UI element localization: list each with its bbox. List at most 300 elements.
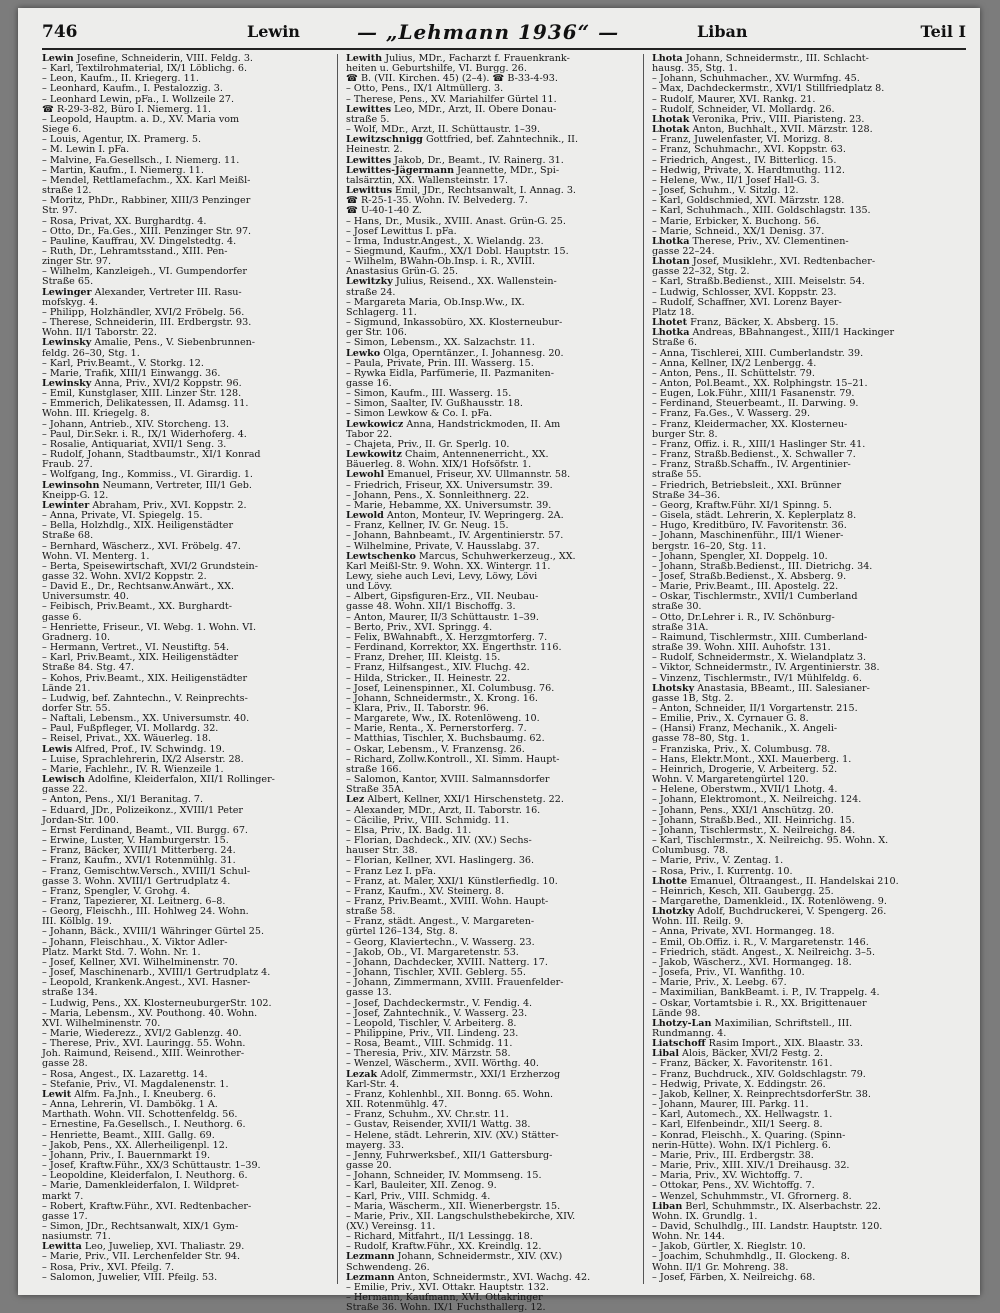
directory-entry: – Josefa, Priv., VI. Wanfithg. 10. (652, 967, 805, 979)
directory-entry: hausg. 35, Stg. 1. (652, 63, 738, 75)
directory-entry: – Joachim, Schuhmhdlg., II. Glockeng. 8. (652, 1251, 850, 1263)
directory-entry: Lewko Olga, Operntänzer., I. Johannesg. 20. (346, 347, 564, 359)
directory-entry: gasse 6. (42, 611, 82, 623)
directory-entry: Lewittes-Jägermann Jeannette, MDr., Spi- (346, 164, 560, 176)
directory-entry: Straße 34–36. (652, 489, 721, 501)
directory-entry: Lewinter Abraham, Priv., XVI. Koppstr. 2. (42, 499, 247, 511)
directory-entry: und Lövy. (346, 581, 393, 593)
directory-entry: heiten u. Geburtshilfe, VI. Burgg. 26. (346, 63, 527, 75)
directory-entry: Karl-Str. 4. (346, 1078, 399, 1090)
directory-entry: – Simon, Lebensm., XX. Salzachstr. 11. (346, 337, 535, 349)
directory-entry: – Anton, Pol.Beamt., XX. Rolphingstr. 15–21. (652, 378, 868, 389)
directory-entry: Lewittus Emil, JDr., Rechtsanwalt, I. Annag. 3. (346, 185, 576, 197)
directory-entry: Lhotsky Anastasia, BBeamt., III. Salesianer- (652, 682, 870, 694)
directory-entry: Tabor 22. (346, 428, 393, 440)
directory-entry: – Emil, Kunstglaser, XIII. Linzer Str. 128. (42, 388, 242, 400)
directory-entry: – Therese, Schneiderin, III. Erdbergstr. 93. (42, 317, 252, 329)
directory-entry: Wohn. V. Margaretengürtel 120. (652, 774, 809, 786)
directory-entry: – Ottokar, Pens., XV. Wichtoffg. 7. (652, 1180, 815, 1192)
directory-entry: Liatschoff Rasim Import., XIX. Blaastr. 33. (652, 1038, 864, 1050)
directory-entry: – Johann, Schneider, IV. Mommseng. 15. (346, 1170, 542, 1182)
directory-entry: – Ludwig, Pens., XX. KlosterneuburgerStr. 102. (42, 997, 272, 1009)
directory-entry: hauser Str. 38. (346, 845, 418, 857)
directory-entry: – Josef, Kellner, XVI. Wilhelminenstr. 70. (42, 956, 238, 968)
directory-entry: gasse 48. Wohn. XII/1 Bischoffg. 3. (346, 601, 516, 613)
directory-entry: bergstr. 16–20, Stg. 11. (652, 540, 767, 552)
directory-entry: – Rosa, Priv., I. Kurrentg. 10. (652, 865, 793, 877)
directory-entry: – (Hansi) Franz, Mechanik., X. Angeli- (652, 723, 838, 735)
directory-entry: – Franz, Hilfsangest., XIV. Fluchg. 42. (346, 662, 530, 674)
directory-entry: Lewtschenko Marcus, Schuhwerkerzeug., XX. (346, 550, 576, 562)
directory-entry: – Jenny, Fuhrwerksbef., XII/1 Gattersburg- (346, 1149, 553, 1161)
directory-entry: – Feibisch, Priv.Beamt., XX. Burghardt- (42, 601, 232, 613)
directory-entry: – Rudolf, Maurer, XVI. Rankg. 21. (652, 93, 816, 105)
directory-entry: – Otto, Dr.Lehrer i. R., IV. Schönburg- (652, 611, 835, 623)
directory-entry: Wohn. III. Reilg. 9. (652, 916, 744, 928)
directory-entry: Universumstr. 40. (42, 591, 129, 603)
directory-entry: – Karl, Elfenbeindr., XII/1 Seerg. 8. (652, 1119, 823, 1131)
directory-entry: – Hedwig, Private, X. Eddingstr. 26. (652, 1078, 826, 1090)
directory-entry: Straße 36. Wohn. IX/1 Fuchsthallerg. 12. (346, 1302, 546, 1313)
directory-entry: – Karl, Priv.Beamt., V. Storkg. 12. (42, 357, 204, 369)
directory-entry: – Anton, Schneider, II/1 Vorgartenstr. 215. (652, 703, 858, 714)
directory-page (18, 8, 980, 1313)
directory-entry: – Emmerich, Delikatessen, II. Adamsg. 11. (42, 398, 249, 410)
column-2 (346, 53, 636, 1313)
directory-entry: – Moritz, PhDr., Rabbiner, XIII/3 Penzinger (42, 195, 251, 207)
directory-entry: – Maria, Wäscherm., XII. Wienerbergstr. 15. (346, 1200, 561, 1212)
directory-entry: – Karl, Automech., XX. Hellwagstr. 1. (652, 1109, 833, 1121)
directory-entry: Lhotan Josef, Musiklehr., XVI. Redtenbacher- (652, 256, 876, 268)
directory-entry: – Kohos, Priv.Beamt., XIX. Heiligenstädter (42, 672, 248, 684)
directory-entry: Lewohl Emanuel, Friseur, XV. Ullmannstr. 58. (346, 469, 571, 481)
directory-entry: – Johann, Schuhmacher., XV. Wurmfng. 45. (652, 73, 860, 85)
directory-entry: – Felix, BWahnabft., X. Herzgmtorferg. 7. (346, 631, 548, 643)
directory-entry: Wohn. II/1 Taborstr. 22. (42, 327, 157, 339)
directory-entry: – Rudolf, Schaffner, XVI. Lorenz Bayer- (652, 296, 842, 308)
directory-entry: – Ferdinand, Steuerbeamt., II. Darwing. 9. (652, 398, 859, 410)
directory-entry: – Elsa, Priv., IX. Badg. 11. (346, 824, 472, 836)
directory-entry: – Paul, Fußpfleger, VI. Mollardg. 32. (42, 723, 219, 735)
directory-entry: – Hans, Dr., Musik., XVIII. Anast. Grün-G. 25. (346, 215, 566, 227)
directory-entry: gasse 20. (346, 1160, 392, 1172)
directory-entry: – Ernestine, Fa.Gesellsch., I. Neuthorg. 6. (42, 1119, 246, 1131)
directory-entry: straße 39. Wohn. XIII. Auhofstr. 131. (652, 642, 831, 654)
directory-entry: – Erwine, Luster, V. Hamburgerstr. 15. (42, 835, 229, 847)
directory-entry: – Friedrich, Betriebsleit., XXI. Brünner (652, 479, 842, 491)
directory-entry: talsärztin, XX. Wallensteinstr. 17. (346, 174, 508, 186)
directory-entry: – Wilhelm, Kanzleigeh., VI. Gumpendorfer (42, 266, 247, 278)
directory-entry: gasse 28. (42, 1058, 88, 1070)
directory-entry: – Friedrich, Friseur, XX. Universumstr. 39. (346, 479, 553, 491)
directory-entry: Lewkowicz Anna, Handstrickmoden, II. Am (346, 418, 561, 430)
column-3 (652, 54, 952, 1284)
directory-entry: – Anna, Private, VI. Spiegelg. 15. (42, 510, 203, 522)
directory-entry: – Karl, Textilrohmaterial, IX/1 Löblichg. 6. (42, 63, 248, 75)
directory-entry: Marthath. Wohn. VII. Schottenfeldg. 56. (42, 1109, 238, 1121)
directory-entry: – Marie, Priv., V. Zentag. 1. (652, 855, 784, 867)
directory-entry: burger Str. 8. (652, 428, 718, 440)
directory-entry: – Ferdinand, Korrektor, XX. Engerthstr. 116. (346, 642, 562, 654)
page-header (42, 22, 966, 46)
directory-entry: – Anton, Maurer, II/3 Schüttaustr. 1–39. (346, 611, 539, 623)
directory-entry: Lhotka Therese, Priv., XV. Clementinen- (652, 235, 849, 247)
directory-entry: Straße 65. (42, 276, 94, 288)
directory-entry: – Louis, Agentur, IX. Pramerg. 5. (42, 134, 202, 146)
directory-entry: straße 58. (346, 906, 396, 918)
directory-entry: – Jakob, Gürtler, X. Rieglstr. 10. (652, 1241, 806, 1253)
directory-entry: gasse 3. Wohn. XVIII/1 Gertrudplatz 4. (42, 875, 231, 887)
directory-entry: – Anna, Lehrerin, VI. Dambökg. 1 A. (42, 1099, 218, 1111)
directory-entry: – Wenzel, Schuhmmstr., VI. Gfrornerg. 8. (652, 1190, 852, 1202)
directory-entry: – Karl, Bauleiter, XII. Zenog. 9. (346, 1180, 497, 1192)
directory-entry: – Karl, Tischlermstr., X. Neilreichg. 95. Wohn. X. (652, 835, 889, 847)
directory-entry: – Anna, Tischlerei, XIII. Cumberlandstr. 39. (652, 347, 864, 359)
directory-entry: – Franz, Straßb.Bedienst., X. Schwaller 7. (652, 449, 856, 461)
directory-entry: – Viktor, Schneidermstr., IV. Argentinierstr. 38. (652, 662, 880, 674)
directory-entry: – Heinrich, Drogerie, V. Arbeiterg. 52. (652, 763, 838, 775)
directory-entry: – Henriette, Beamt., XIII. Gallg. 69. (42, 1129, 215, 1141)
directory-entry: – Max, Dachdeckermstr., XVI/1 Stillfriedplatz 8. (652, 83, 885, 95)
directory-entry: mofskyg. 4. (42, 296, 98, 308)
directory-entry: – Josef, Färben, X. Neilreichg. 68. (652, 1271, 816, 1283)
directory-entry: – Rywka Eidla, Parfümerie, II. Pazmaniten- (346, 367, 554, 379)
directory-entry: – Wilhelmine, Private, V. Hausslabg. 37. (346, 540, 540, 552)
directory-entry: Lewinsky Anna, Priv., XVI/2 Koppstr. 96. (42, 378, 242, 389)
directory-entry: Straße 68. (42, 530, 94, 542)
directory-entry: ☎ B. (VII. Kirchen. 45) (2–4). ☎ B-33-4-93. (346, 73, 558, 85)
directory-entry: – Friedrich, städt. Angest., X. Neilreichg. 3–5. (652, 946, 876, 958)
directory-entry: – Johann, Schneidermstr., X. Krong. 16. (346, 692, 538, 704)
directory-entry: – Karl, Priv., VIII. Schmidg. 4. (346, 1190, 491, 1202)
directory-entry: – Franz, Bäcker, X. Favoritenstr. 161. (652, 1058, 833, 1070)
directory-entry: Lhota Johann, Schneidermstr., III. Schlacht- (652, 53, 869, 64)
header-first-name: Lewin (247, 22, 300, 41)
directory-entry: – Matthias, Tischler, X. Buchsbaumg. 62. (346, 733, 545, 745)
directory-entry: – Franz, Bäcker, XVIII/1 Mitterberg. 24. (42, 845, 236, 857)
directory-entry: – Franz, Kaufm., XVI/1 Rotenmühlg. 31. (42, 855, 236, 867)
directory-entry: – Hermann, Kaufmann, XVI. Ottakringer (346, 1292, 543, 1304)
directory-entry: Str. 97. (42, 205, 78, 217)
directory-entry: – Franz, Kellner, IV. Gr. Neug. 15. (346, 520, 509, 532)
directory-entry: – Franz, Offiz. i. R., XIII/1 Haslinger Str. 41. (652, 438, 866, 450)
directory-entry: – Johann, Maschinenführ., III/1 Wiener- (652, 530, 844, 542)
directory-entry: – Anton, Pens., XI/1 Beranitag. 7. (42, 794, 204, 806)
directory-entry: – Jakob, Kellner, X. ReinprechtsdorferStr. 38. (652, 1088, 871, 1100)
directory-entry: Rundmanng. 4. (652, 1028, 727, 1039)
directory-entry: straße 12. (42, 185, 92, 197)
directory-entry: – Marie, Renta., X. Pernerstorferg. 7. (346, 723, 527, 735)
directory-entry: Lewinsohn Neumann, Vertreter, III/1 Geb. (42, 479, 252, 491)
directory-entry: dorfer Str. 55. (42, 703, 111, 714)
directory-entry: – Karl, Straßb.Bedienst., XIII. Meiselstr. 54. (652, 276, 865, 288)
directory-entry: – Josef, Leinenspinner., XI. Columbusg. 76. (346, 682, 555, 694)
directory-entry: – Friedrich, Angest., IV. Bitterlicg. 15. (652, 154, 837, 166)
directory-entry: Lewitzschnigg Gottfried, bef. Zahntechnik., II. (346, 134, 579, 146)
directory-entry: – Hedwig, Private, X. Hardtmuthg. 112. (652, 164, 845, 176)
directory-entry: – Berta, Speisewirtschaft, XVI/2 Grundstein- (42, 560, 258, 572)
directory-entry: straße 31A. (652, 621, 709, 633)
directory-entry: XVI. Wilhelminenstr. 70. (42, 1017, 161, 1029)
directory-entry: straße 5. (346, 113, 390, 125)
directory-entry: – Rudolf, Schneider, VI. Mollardg. 26. (652, 103, 835, 115)
directory-entry: – Maximilian, BankBeamt. i. P., IV. Trappelg. 4. (652, 987, 880, 999)
directory-entry: Lände 21. (42, 682, 91, 694)
directory-entry: straße 166. (346, 763, 402, 775)
directory-entry: – Oskar, Lebensm., V. Franzensg. 26. (346, 743, 525, 755)
directory-entry: – Gustav, Reisender, XVII/1 Wattg. 38. (346, 1119, 531, 1131)
directory-entry: mayerg. 33. (346, 1139, 404, 1151)
directory-entry: – Karl, Priv.Beamt., XIX. Heiligenstädter (42, 652, 239, 664)
directory-entry: – Franz, Fa.Ges., V. Wasserg. 29. (652, 408, 811, 420)
directory-entry: gasse 22–24. (652, 245, 715, 257)
directory-entry: Lewitta Leo, Juweliер, XVI. Thaliastr. 29. (42, 1241, 245, 1253)
directory-entry: – Marie, Damenkleiderfalon, I. Wildpret- (42, 1180, 239, 1192)
directory-entry: – Sigmund, Inkassobüro, XX. Klosterneubur- (346, 317, 563, 329)
directory-entry: Anastasius Grün-G. 25. (346, 266, 458, 278)
directory-entry: Lewold Anton, Monteur, IV. Wepringerg. 2A. (346, 510, 564, 522)
directory-entry: – Johann, Tischlermstr., X. Neilreichg. 84. (652, 824, 856, 836)
directory-entry: – Ludwig, Schlosser, XVI. Koppstr. 23. (652, 286, 837, 298)
part-label: Teil I (920, 22, 966, 41)
directory-entry: – Chajeta, Priv., II. Gr. Sperlg. 10. (346, 438, 510, 450)
directory-entry: straße 30. (652, 601, 702, 613)
directory-entry: – Johann, Pens., XXI/1 Anschützg. 20. (652, 804, 834, 816)
directory-entry: – Jakob, Pens., XX. Allerheiligenpl. 12. (42, 1139, 228, 1151)
directory-entry: – Helene, Ww., II/1 Josef Hall-G. 3. (652, 174, 820, 186)
directory-entry: Heinestr. 2. (346, 144, 403, 156)
directory-entry: – Simon, JDr., Rechtsanwalt, XIX/1 Gym- (42, 1220, 239, 1232)
directory-entry: – Johann, Fleischhau., X. Viktor Adler- (42, 936, 228, 948)
directory-entry: gürtel 126–134, Stg. 8. (346, 926, 458, 938)
directory-entry: (XV.) Vereinsg. 11. (346, 1220, 436, 1232)
directory-entry: Lewy, siehe auch Levi, Levy, Löwy, Lövi (346, 570, 538, 582)
directory-entry: Lewinsky Amalie, Pens., V. Siebenbrunnen- (42, 337, 256, 349)
directory-entry: – Naftali, Lebensm., XX. Universumstr. 40. (42, 713, 250, 725)
directory-entry: – Ludwig, bef. Zahntechn., V. Reinprechts- (42, 692, 248, 704)
directory-entry: – Henriette, Friseur., VI. Webg. 1. Wohn. VI. (42, 621, 257, 633)
directory-entry: Lewinger Alexander, Vertreter III. Rasu- (42, 286, 242, 298)
directory-entry: – Leopold, Krankenk.Angest., XVI. Hasner- (42, 977, 251, 989)
directory-entry: – Otto, Pens., IX/1 Altmüllerg. 3. (346, 83, 504, 95)
directory-entry: Schlagerg. 11. (346, 306, 417, 318)
directory-entry: – Georg, Kraftw.Führ. XI/1 Spinng. 5. (652, 499, 832, 511)
directory-entry: – Johann, Straßb.Bed., XII. Heinrichg. 15. (652, 814, 855, 826)
directory-entry: – Leopoldine, Kleiderfalon, I. Neuthorg. 6. (42, 1170, 248, 1182)
directory-entry: – Franz, Schuhmachr., XVI. Koppstr. 63. (652, 144, 846, 156)
directory-entry: Lewkowitz Chaim, Antennenerricht., XX. (346, 449, 549, 461)
directory-entry: – Hans, Elektr.Mont., XXI. Mauerberg. 1. (652, 753, 852, 765)
directory-entry: – Leonhard Lewin, pFa., I. Wollzeile 27. (42, 93, 235, 105)
directory-entry: Wohn. II/1 Gr. Mohreng. 38. (652, 1261, 789, 1273)
directory-entry: – Marie, Erbicker, X. Buchong. 56. (652, 215, 820, 227)
directory-entry: Karl Meißl-Str. 9. Wohn. XX. Wintergr. 11. (346, 560, 551, 572)
directory-entry: Lewisch Adolfine, Kleiderfalon, XII/1 Rollinger- (42, 774, 275, 786)
directory-entry: nasiumstr. 71. (42, 1231, 111, 1243)
directory-entry: Lezmann Johann, Schneidermstr., XIV. (XV.) (346, 1251, 563, 1263)
directory-entry: – David E., Dr., Rechtsanw.Anwärt., XX. (42, 581, 235, 593)
directory-entry: – Johann, Dachdecker, XVIII. Natterg. 17. (346, 956, 548, 968)
directory-entry: – Rudolf, Schneidermstr., X. Wielandplatz 3. (652, 652, 867, 664)
directory-entry: gasse 17. (42, 1210, 88, 1222)
directory-entry: – Hilda, Stricker., II. Heinestr. 22. (346, 672, 511, 684)
directory-entry: straße 55. (652, 469, 702, 481)
directory-entry: – Josef, Kraftw.Führ., XX/3 Schüttaustr. 1–39. (42, 1160, 261, 1172)
directory-entry: – Simon Lewkow & Co. I. pFa. (346, 408, 493, 420)
directory-entry: nerin-Hütte). Wohn. IX/1 Pichlerg. 6. (652, 1139, 831, 1151)
directory-entry: – Franz, Dreher, III. Kleistg. 15. (346, 652, 501, 664)
directory-entry: – Richard, Zollw.Kontroll., XI. Simm. Haupt- (346, 753, 560, 765)
directory-entry: – Florian, Kellner, XVI. Haslingerg. 36. (346, 855, 535, 867)
directory-entry: – Franz, Schuhm., XV. Chr.str. 11. (346, 1109, 509, 1121)
directory-entry: Wohn. VI. Menterg. 1. (42, 550, 150, 562)
directory-entry: – Malvine, Fa.Gesellsch., I. Niemerg. 11. (42, 154, 240, 166)
directory-entry: Lewis Alfred, Prof., IV. Schwindg. 19. (42, 743, 225, 755)
directory-entry: Straße 35A. (346, 784, 405, 796)
directory-entry: – Eduard, JDr., Polizeikonz., XVIII/1 Peter (42, 804, 244, 816)
directory-entry: gasse 1B, Stg. 2. (652, 692, 734, 704)
directory-entry: gasse 22. (42, 784, 88, 796)
directory-entry: – Rudolf, Kraftw.Führ., XX. Kreindlg. 12. (346, 1241, 542, 1253)
directory-entry: – Marie, Priv., X. Leebg. 67. (652, 977, 787, 989)
directory-entry: Lewit Alfm. Fa.Jnh., I. Kneuberg. 6. (42, 1088, 216, 1100)
directory-entry: – Franz, Kohlenhbl., XII. Bonng. 65. Wohn. (346, 1088, 554, 1100)
directory-entry: – Anna, Private, XVI. Hormangeg. 18. (652, 926, 835, 938)
directory-entry: – Josef Lewittus I. pFa. (346, 225, 457, 237)
directory-entry: – Jakob, Wäscherz., XVI. Hormangeg. 18. (652, 956, 852, 968)
directory-entry: – Theresia, Priv., XIV. Märzstr. 58. (346, 1048, 511, 1060)
directory-entry: – Johann, Elektromont., X. Neilreichg. 124. (652, 794, 862, 806)
directory-entry: – Salomon, Kantor, XVIII. Salmannsdorfer (346, 774, 550, 786)
directory-entry: Lhotet Franz, Bäcker, X. Absberg. 15. (652, 317, 839, 329)
column-1 (42, 54, 330, 1284)
directory-entry: – Franz, Kleidermacher, XX. Klosterneu- (652, 418, 848, 430)
directory-entry: straße 134. (42, 987, 98, 999)
directory-entry: markt 7. (42, 1190, 84, 1202)
directory-entry: – Margareta Maria, Ob.Insp.Ww., IX. (346, 296, 525, 308)
directory-entry: ☎ R-29-3-82, Büro I. Niemerg. 11. (42, 103, 212, 115)
directory-entry: – Otto, Dr., Fa.Ges., XIII. Penzinger Str. 97. (42, 225, 252, 237)
directory-entry: – Johann, Tischler, XVII. Geblerg. 55. (346, 967, 526, 979)
directory-entry: – Rosalie, Antiquariat, XVII/1 Seng. 3. (42, 438, 227, 450)
directory-entry: Platz. Markt Std. 7. Wohn. Nr. 1. (42, 946, 201, 958)
directory-entry: straße 24. (346, 286, 396, 298)
directory-entry: – Wolf, MDr., Arzt, II. Schüttaustr. 1–39. (346, 124, 541, 136)
directory-entry: – Franz, Priv.Beamt., XVIII. Wohn. Haupt- (346, 895, 549, 907)
directory-entry: – Mendel, Rettlamefachm., XX. Karl Meißl- (42, 174, 251, 186)
directory-entry: III. Kölblg. 19. (42, 916, 112, 928)
directory-entry: – Johann, Pens., X. Sonnleithnerg. 22. (346, 489, 530, 501)
directory-entry: – Leopold, Tischler, V. Arbeiterg. 8. (346, 1017, 517, 1029)
directory-entry: – Rosa, Privat, XX. Burghardtg. 4. (42, 215, 207, 227)
directory-entry: – Karl, Goldschmied, XVI. Märzstr. 128. (652, 195, 845, 207)
directory-entry: Lewin Josefine, Schneiderin, VIII. Feldg. 3. (42, 53, 253, 64)
column-divider (643, 54, 644, 1284)
directory-entry: – M. Lewin I. pFa. (42, 144, 130, 156)
directory-entry: Lhotak Anton, Buchhalt., XVII. Märzstr. 128. (652, 124, 873, 136)
directory-entry: – Franziska, Priv., X. Columbusg. 78. (652, 743, 831, 755)
directory-entry: Platz 18. (652, 306, 695, 318)
directory-entry: – Wilhelm, BWahn-Ob.Insp. i. R., XVIII. (346, 256, 536, 268)
directory-entry: gasse 16. (346, 378, 392, 389)
directory-entry: – Josef, Schuhm., V. Sitzlg. 12. (652, 185, 799, 197)
directory-entry: – Martin, Kaufm., I. Niemerg. 11. (42, 164, 204, 176)
directory-entry: – Franz, Buchdruck., XIV. Goldschlagstr. 79. (652, 1068, 866, 1080)
directory-entry: – Georg, Fleischh., III. Hohlweg 24. Wohn. (42, 906, 249, 918)
directory-entry: Joh. Raimund, Reisend., XIII. Weinrother- (42, 1048, 245, 1060)
directory-entry: – Johann, Maurer, III. Parkg. 11. (652, 1099, 809, 1111)
directory-entry: Libal Alois, Bäcker, XVI/2 Festg. 2. (652, 1048, 824, 1060)
directory-entry: – Eugen, Lok.Führ., XIII/1 Fasanenstr. 79. (652, 388, 855, 400)
directory-entry: ☎ U-40-1-40 Z. (346, 205, 422, 217)
directory-entry: Lezmann Anton, Schneidermstr., XVI. Wachg. 42. (346, 1271, 591, 1283)
directory-entry: – Marie, Hebamme, XX. Universumstr. 39. (346, 499, 552, 511)
directory-entry: Straße 6. (652, 337, 698, 349)
directory-entry: zinger Str. 97. (42, 256, 112, 268)
directory-entry: – Rudolf, Johann, Stadtbaumstr., XI/1 Konrad (42, 449, 261, 461)
directory-title: — „Lehmann 1936“ — (357, 20, 620, 44)
header-last-name: Liban (697, 22, 748, 41)
directory-entry: – Stefanie, Priv., VI. Magdalenenstr. 1. (42, 1078, 229, 1090)
directory-entry: – Therese, Priv., XVI. Lauringg. 55. Wohn. (42, 1038, 246, 1050)
directory-entry: – Emil, Ob.Offiz. i. R., V. Margaretenstr. 146. (652, 936, 869, 948)
directory-entry: – Philippine, Priv., VII. Lindeng. 23. (346, 1028, 519, 1039)
directory-entry: – Marie, Priv., XIII. XIV./1 Dreihausg. 32. (652, 1160, 850, 1172)
directory-entry: – Marie, Wiederezz., XVI/2 Gablenzg. 40. (42, 1028, 242, 1039)
directory-entry: – Emilie, Priv., X. Cyrnauer G. 8. (652, 713, 809, 725)
directory-entry: – Franz, Spengler, V. Grohg. 4. (42, 885, 191, 897)
directory-entry: – Helene, Oberstwm., XVII/1 Lhotg. 4. (652, 784, 838, 796)
directory-entry: – Robert, Kraftw.Führ., XVI. Redtenbacher- (42, 1200, 252, 1212)
directory-entry: Straße 84. Stg. 47. (42, 662, 135, 674)
directory-entry: – Konrad, Fleischh., X. Quaring. (Spinn- (652, 1129, 846, 1141)
directory-entry: – Marie, Priv.Beamt., III. Apostelg. 22. (652, 581, 839, 593)
directory-entry: – Franz Lez I. pFa. (346, 865, 437, 877)
directory-entry: Bäuerleg. 8. Wohn. XIX/1 Hofsöfstr. 1. (346, 459, 532, 471)
directory-entry: gasse 32. Wohn. XVI/2 Koppstr. 2. (42, 570, 207, 582)
directory-entry: Columbusg. 78. (652, 845, 729, 857)
directory-entry: – Oskar, Vortamtsbie i. R., XX. Brigittenauer (652, 997, 867, 1009)
directory-entry: – Johann, Priv., I. Bauernmarkt 19. (42, 1149, 211, 1161)
directory-entry: – Marie, Trafik, XIII/1 Einwangg. 36. (42, 367, 221, 379)
page-number: 746 (42, 22, 78, 42)
directory-entry: Lhotte Emanuel, Öltraangest., II. Handelskai 210. (652, 875, 899, 887)
directory-entry: – Ernst Ferdinand, Beamt., VII. Burgg. 67. (42, 824, 248, 836)
directory-entry: – Rosa, Beamt., VIII. Schmidg. 11. (346, 1038, 513, 1050)
directory-entry: Wohn. IX. Grundlg. 1. (652, 1210, 758, 1222)
directory-entry: – Gisela, städt. Lehrerin, X. Keplerplatz 8. (652, 510, 857, 522)
directory-entry: – Marie, Priv., III. Erdbergstr. 38. (652, 1149, 814, 1161)
directory-entry: ger Str. 106. (346, 327, 407, 339)
directory-entry: – Marie, Priv., XII. Langschulsthebekirche, XIV. (346, 1210, 576, 1222)
directory-entry: – Josef, Dachdeckermstr., V. Fendig. 4. (346, 997, 533, 1009)
directory-entry: – Bella, Holzhdlg., XIX. Heiligenstädter (42, 520, 234, 532)
directory-entry: XII. Rotenmühlg. 47. (346, 1099, 448, 1111)
directory-entry: – Wenzel, Wäscherm., XVII. Wörthg. 40. (346, 1058, 539, 1070)
directory-entry: – Philipp, Holzhändler, XVI/2 Fröbelg. 56. (42, 306, 245, 318)
directory-entry: – Klara, Priv., II. Taborstr. 96. (346, 703, 489, 714)
directory-entry: – Simon, Saalter, IV. Gußhausstr. 18. (346, 398, 523, 410)
directory-entry: – Franz, Straßb.Schaffn., IV. Argentinier- (652, 459, 851, 471)
directory-entry: – Maria, Lebensm., XV. Pouthong. 40. Wohn. (42, 1007, 258, 1019)
directory-entry: – Maria, Priv., XV. Wichtoffg. 7. (652, 1170, 803, 1182)
directory-entry: Gradnerg. 10. (42, 631, 111, 643)
directory-entry: – Siegmund, Kaufm., XX/1 Dobl. Hauptstr. 15. (346, 245, 569, 257)
directory-entry: – Raimund, Tischlermstr., XIII. Cumberland- (652, 631, 868, 643)
directory-entry: feldg. 26–30, Stg. 1. (42, 347, 140, 359)
directory-entry: Lewitzky Julius, Reisend., XX. Wallenstein- (346, 276, 557, 288)
directory-entry: Lhotzy-Lan Maximilian, Schriftstell., III. (652, 1017, 853, 1029)
